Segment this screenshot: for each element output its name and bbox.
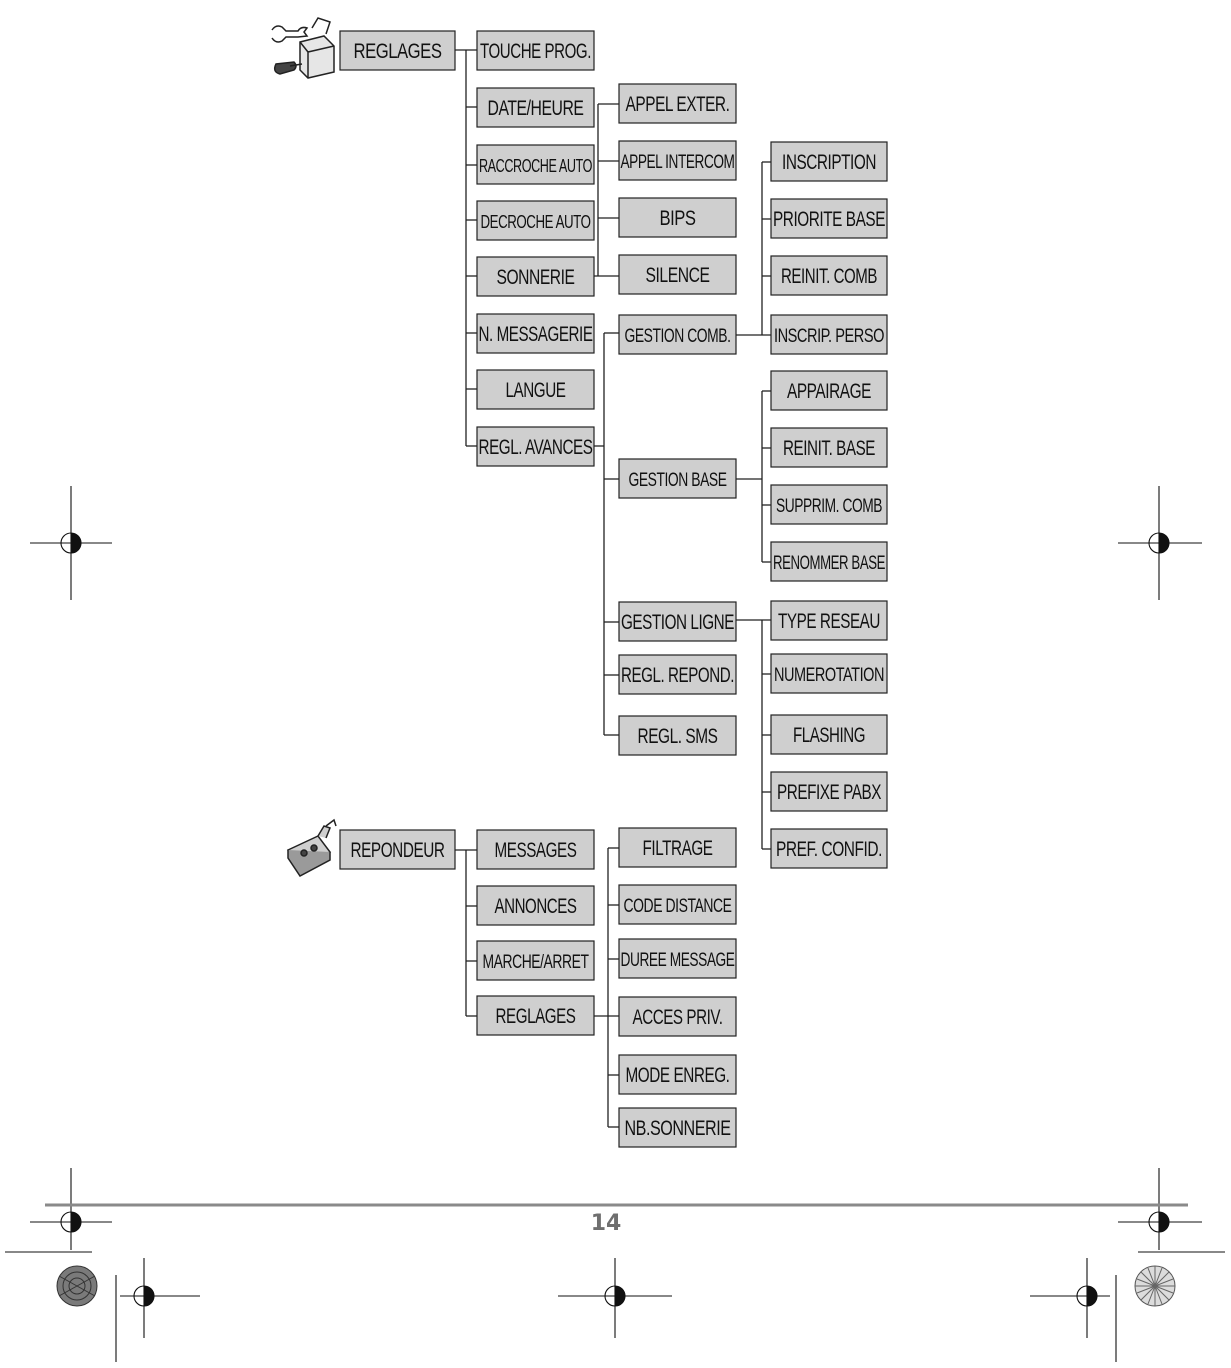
menu-item-label: INSCRIP. PERSO — [774, 326, 884, 347]
reglages-root-label: REGLAGES — [353, 40, 442, 63]
menu-item-label: N. MESSAGERIE — [478, 323, 593, 346]
menu-item-label: TOUCHE PROG. — [480, 40, 591, 63]
menu-item — [619, 315, 736, 354]
sonnerie-options — [619, 84, 736, 294]
menu-item-label: APPEL INTERCOM — [620, 152, 735, 173]
menu-item-label: INSCRIPTION — [782, 151, 876, 174]
menu-item — [771, 428, 887, 467]
menu-item-label: REGL. SMS — [637, 725, 718, 748]
menu-item-label: PREF. CONFID. — [776, 838, 882, 861]
menu-item-label: MARCHE/ARRET — [482, 952, 590, 973]
menu-item — [619, 1055, 736, 1094]
menu-item — [619, 602, 736, 641]
menu-item-label: PREFIXE PABX — [777, 781, 882, 804]
gestion-base-options — [771, 371, 887, 581]
menu-item-label: REGLAGES — [495, 1005, 576, 1028]
registration-mark-footer-right — [1030, 1258, 1116, 1362]
menu-item-label: RENOMMER BASE — [773, 553, 885, 574]
repondeur-reglages-options — [619, 828, 736, 1147]
registration-mark-bottom-right — [1118, 1168, 1225, 1252]
color-target-right — [1135, 1266, 1175, 1306]
menu-item — [477, 31, 594, 70]
menu-item-label: REINIT. COMB — [781, 265, 877, 288]
color-target-left — [57, 1266, 97, 1306]
registration-mark-bottom-left — [5, 1168, 112, 1252]
menu-item — [771, 542, 887, 581]
menu-item-label: CODE DISTANCE — [623, 896, 732, 917]
menu-item-label: BIPS — [659, 207, 696, 230]
menu-item — [477, 201, 594, 240]
menu-item — [619, 198, 736, 237]
menu-item-label: GESTION COMB. — [624, 326, 731, 347]
registration-mark-right — [1118, 486, 1202, 600]
menu-item — [771, 199, 887, 238]
menu-item — [771, 315, 887, 354]
menu-item — [619, 141, 736, 180]
menu-item — [477, 886, 594, 925]
repondeur-root — [340, 830, 455, 869]
menu-item-label: REINIT. BASE — [783, 437, 876, 460]
menu-item — [477, 145, 594, 184]
menu-item-label: NB.SONNERIE — [624, 1117, 731, 1140]
answering-machine-icon — [288, 820, 336, 876]
toolbox-icon — [272, 18, 334, 78]
avances-options — [619, 315, 736, 755]
menu-item — [771, 829, 887, 868]
menu-item — [619, 828, 736, 867]
menu-item — [477, 370, 594, 409]
menu-item-label: LANGUE — [505, 379, 566, 402]
menu-item — [619, 84, 736, 123]
menu-item — [619, 939, 736, 978]
menu-item-label: APPEL EXTER. — [625, 93, 730, 116]
menu-item-label: DUREE MESSAGE — [620, 950, 735, 971]
menu-item — [771, 371, 887, 410]
menu-item-label: REGL. AVANCES — [478, 436, 593, 459]
menu-item-label: TYPE RESEAU — [778, 610, 880, 633]
registration-mark-footer-left — [116, 1258, 200, 1362]
menu-item-label: RACCROCHE AUTO — [479, 156, 593, 176]
menu-item-label: DATE/HEURE — [487, 97, 584, 120]
menu-item — [771, 715, 887, 754]
reglages-level1 — [477, 31, 594, 466]
menu-item-label: ACCES PRIV. — [632, 1006, 723, 1029]
menu-item-label: ANNONCES — [494, 895, 577, 918]
menu-item — [477, 427, 594, 466]
menu-item — [771, 772, 887, 811]
menu-item-label: FILTRAGE — [642, 837, 713, 860]
menu-item — [477, 941, 594, 980]
menu-item — [619, 885, 736, 924]
menu-item — [771, 654, 887, 693]
menu-item — [477, 996, 594, 1035]
menu-item — [771, 485, 887, 524]
menu-item-label: GESTION LIGNE — [621, 611, 735, 634]
menu-item — [477, 257, 594, 296]
menu-item-label: MESSAGES — [494, 839, 577, 862]
registration-mark-left — [30, 486, 112, 600]
menu-item — [771, 256, 887, 295]
gestion-comb-options — [771, 142, 887, 354]
menu-item-label: SUPPRIM. COMB — [776, 496, 882, 517]
menu-item-label: NUMEROTATION — [774, 665, 884, 686]
menu-item-label: GESTION BASE — [628, 470, 727, 491]
menu-item — [619, 459, 736, 498]
menu-item-label: APPAIRAGE — [787, 380, 872, 403]
repondeur-level1 — [477, 830, 594, 1035]
menu-item-label: SILENCE — [645, 264, 710, 287]
repondeur-root-label: REPONDEUR — [350, 839, 445, 862]
menu-item — [619, 716, 736, 755]
menu-item — [619, 255, 736, 294]
menu-item — [619, 1108, 736, 1147]
menu-item — [619, 997, 736, 1036]
menu-item — [477, 830, 594, 869]
menu-item-label: MODE ENREG. — [625, 1064, 730, 1087]
registration-mark-footer-center — [558, 1258, 672, 1338]
menu-item — [771, 142, 887, 181]
page-number: 14 — [590, 1211, 622, 1236]
menu-item-label: REGL. REPOND. — [621, 664, 734, 687]
menu-item-label: FLASHING — [793, 724, 865, 747]
menu-item — [477, 88, 594, 127]
gestion-ligne-options — [771, 601, 887, 868]
menu-item — [619, 655, 736, 694]
menu-item-label: SONNERIE — [496, 266, 575, 289]
reglages-root — [340, 31, 455, 70]
menu-item-label: PRIORITE BASE — [773, 208, 886, 231]
menu-item — [477, 314, 594, 353]
menu-item — [771, 601, 887, 640]
menu-item-label: DECROCHE AUTO — [480, 212, 591, 232]
